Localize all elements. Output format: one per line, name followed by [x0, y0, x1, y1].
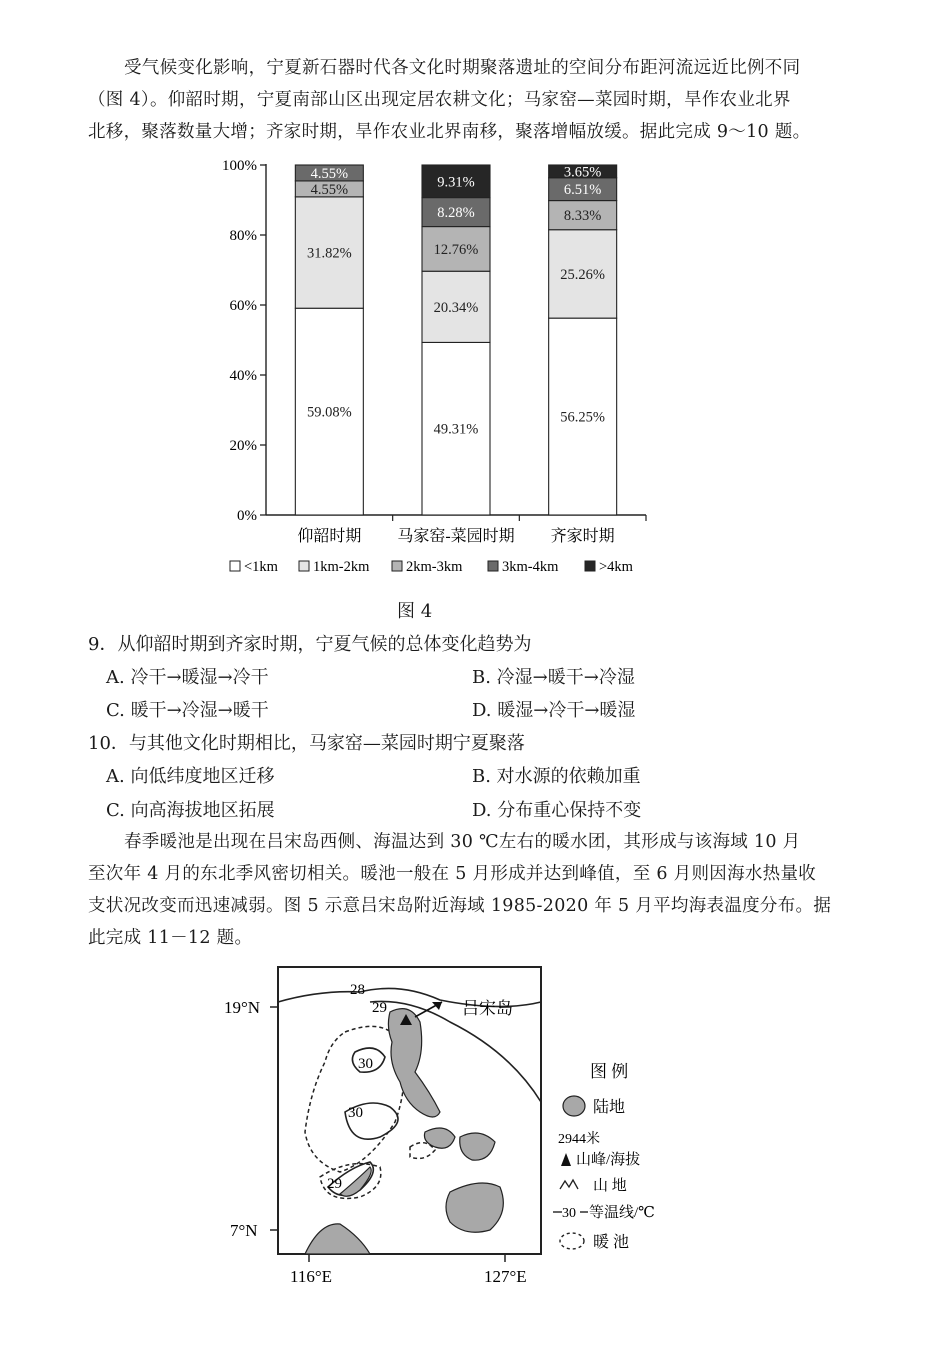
bar-data-label: 59.08%	[306, 404, 352, 421]
figure-4-caption: 图 4	[397, 601, 433, 622]
q9-option-b: B. 冷湿→暖干→冷湿	[472, 667, 635, 688]
lon-label-127e: 127°E	[484, 1267, 527, 1286]
bar-data-label: 4.55%	[310, 181, 349, 198]
luzon-label: 吕宋岛	[462, 999, 513, 1018]
isotherm-label-30b: 30	[348, 1105, 363, 1121]
legend-label: <1km	[244, 559, 278, 575]
island-mindanao	[446, 1183, 503, 1232]
legend-warm-pool-swatch	[560, 1233, 584, 1249]
isotherm-label-30a: 30	[358, 1056, 373, 1072]
lat-label-7n: 7°N	[230, 1221, 258, 1240]
q9-option-c: C. 暖干→冷湿→暖干	[106, 700, 269, 721]
y-tick-label: 20%	[229, 438, 257, 454]
legend-isotherm-sample: 30	[562, 1206, 576, 1221]
legend-swatch	[230, 561, 240, 571]
legend-peak-label: 山峰/海拔	[576, 1152, 641, 1168]
legend-swatch	[585, 561, 595, 571]
q10-option-c: C. 向高海拔地区拓展	[106, 800, 275, 821]
intro2-line-4: 此完成 11－12 题。	[88, 928, 253, 948]
figure-4-stacked-bar-chart	[200, 150, 660, 590]
isotherm-label-28: 28	[350, 982, 365, 998]
bar-data-label: 8.28%	[437, 205, 475, 222]
mountain-icon-legend	[560, 1180, 578, 1189]
lat-label-19n: 19°N	[224, 998, 261, 1017]
legend-land-swatch	[563, 1096, 585, 1116]
figure-5-luzon-sst-map	[210, 962, 690, 1302]
bar-data-label: 49.31%	[433, 421, 479, 438]
intro2-line-1: 春季暖池是出现在吕宋岛西侧、海温达到 30 ℃左右的暖水团，其形成与该海域 10 月	[124, 832, 801, 852]
legend-land-label: 陆地	[593, 1099, 626, 1116]
legend-mountain-label: 山 地	[593, 1178, 627, 1194]
intro1-line-3: 北移，聚落数量大增；齐家时期，旱作农业北界南移，聚落增幅放缓。据此完成 9～10 题。	[88, 122, 811, 142]
question-10-stem: 10．与其他文化时期相比，马家窑—菜园时期宁夏聚落	[88, 733, 525, 754]
legend-warm-pool-label: 暖 池	[593, 1234, 630, 1251]
legend-isotherm-label: 等温线/℃	[589, 1205, 655, 1221]
isotherm-label-29: 29	[372, 1000, 387, 1016]
y-tick-label: 0%	[237, 508, 257, 524]
bar-data-label: 8.33%	[563, 208, 602, 225]
bar-data-label: 9.31%	[437, 174, 475, 191]
map-legend-title: 图 例	[590, 1062, 629, 1081]
legend-swatch	[488, 561, 498, 571]
y-tick-label: 40%	[229, 368, 257, 384]
peak-icon-legend	[561, 1153, 571, 1166]
q9-option-a: A. 冷干→暖湿→冷干	[106, 667, 269, 688]
bar-data-label: 25.26%	[560, 266, 606, 283]
q10-option-a: A. 向低纬度地区迁移	[106, 766, 275, 787]
legend-elevation-value: 2944米	[558, 1132, 600, 1147]
bar-data-label: 56.25%	[560, 409, 606, 426]
bar-data-label: 20.34%	[433, 299, 479, 316]
legend-label: 1km-2km	[313, 559, 370, 575]
q10-option-d: D. 分布重心保持不变	[472, 800, 642, 821]
intro2-line-2: 至次年 4 月的东北季风密切相关。暖池一般在 5 月形成并达到峰值，至 6 月则因海水热量收	[88, 864, 817, 884]
bar-data-label: 3.65%	[563, 164, 602, 181]
y-tick-label: 80%	[229, 228, 257, 244]
q9-option-d: D. 暖湿→冷干→暖湿	[472, 700, 636, 721]
legend-label: >4km	[599, 559, 633, 575]
bar-data-label: 6.51%	[563, 182, 602, 199]
x-category-label: 马家窑-菜园时期	[397, 528, 515, 545]
bar-data-label: 31.82%	[306, 245, 352, 262]
legend-label: 2km-3km	[406, 559, 463, 575]
x-category-label: 齐家时期	[550, 528, 615, 545]
intro-paragraph-1	[88, 52, 858, 148]
y-tick-label: 60%	[229, 298, 257, 314]
legend-swatch	[299, 561, 309, 571]
x-category-label: 仰韶时期	[297, 528, 362, 545]
intro1-line-2: （图 4）。仰韶时期，宁夏南部山区出现定居农耕文化；马家窑—菜园时期，旱作农业北界	[88, 90, 791, 110]
legend-label: 3km-4km	[502, 559, 559, 575]
bar-data-label: 4.55%	[310, 165, 349, 182]
question-9-stem: 9．从仰韶时期到齐家时期，宁夏气候的总体变化趋势为	[88, 634, 532, 655]
y-tick-label: 100%	[222, 158, 257, 174]
intro-paragraph-2	[88, 826, 858, 954]
intro2-line-3: 支状况改变而迅速减弱。图 5 示意吕宋岛附近海域 1985-2020 年 5 月平均海表温度分布。据	[88, 896, 832, 916]
lon-label-116e: 116°E	[290, 1267, 333, 1286]
q10-option-b: B. 对水源的依赖加重	[472, 766, 641, 787]
legend-swatch	[392, 561, 402, 571]
bar-data-label: 12.76%	[433, 241, 479, 258]
intro1-line-1: 受气候变化影响，宁夏新石器时代各文化时期聚落遗址的空间分布距河流远近比例不同	[124, 58, 801, 78]
isotherm-label-29b: 29	[327, 1176, 342, 1192]
